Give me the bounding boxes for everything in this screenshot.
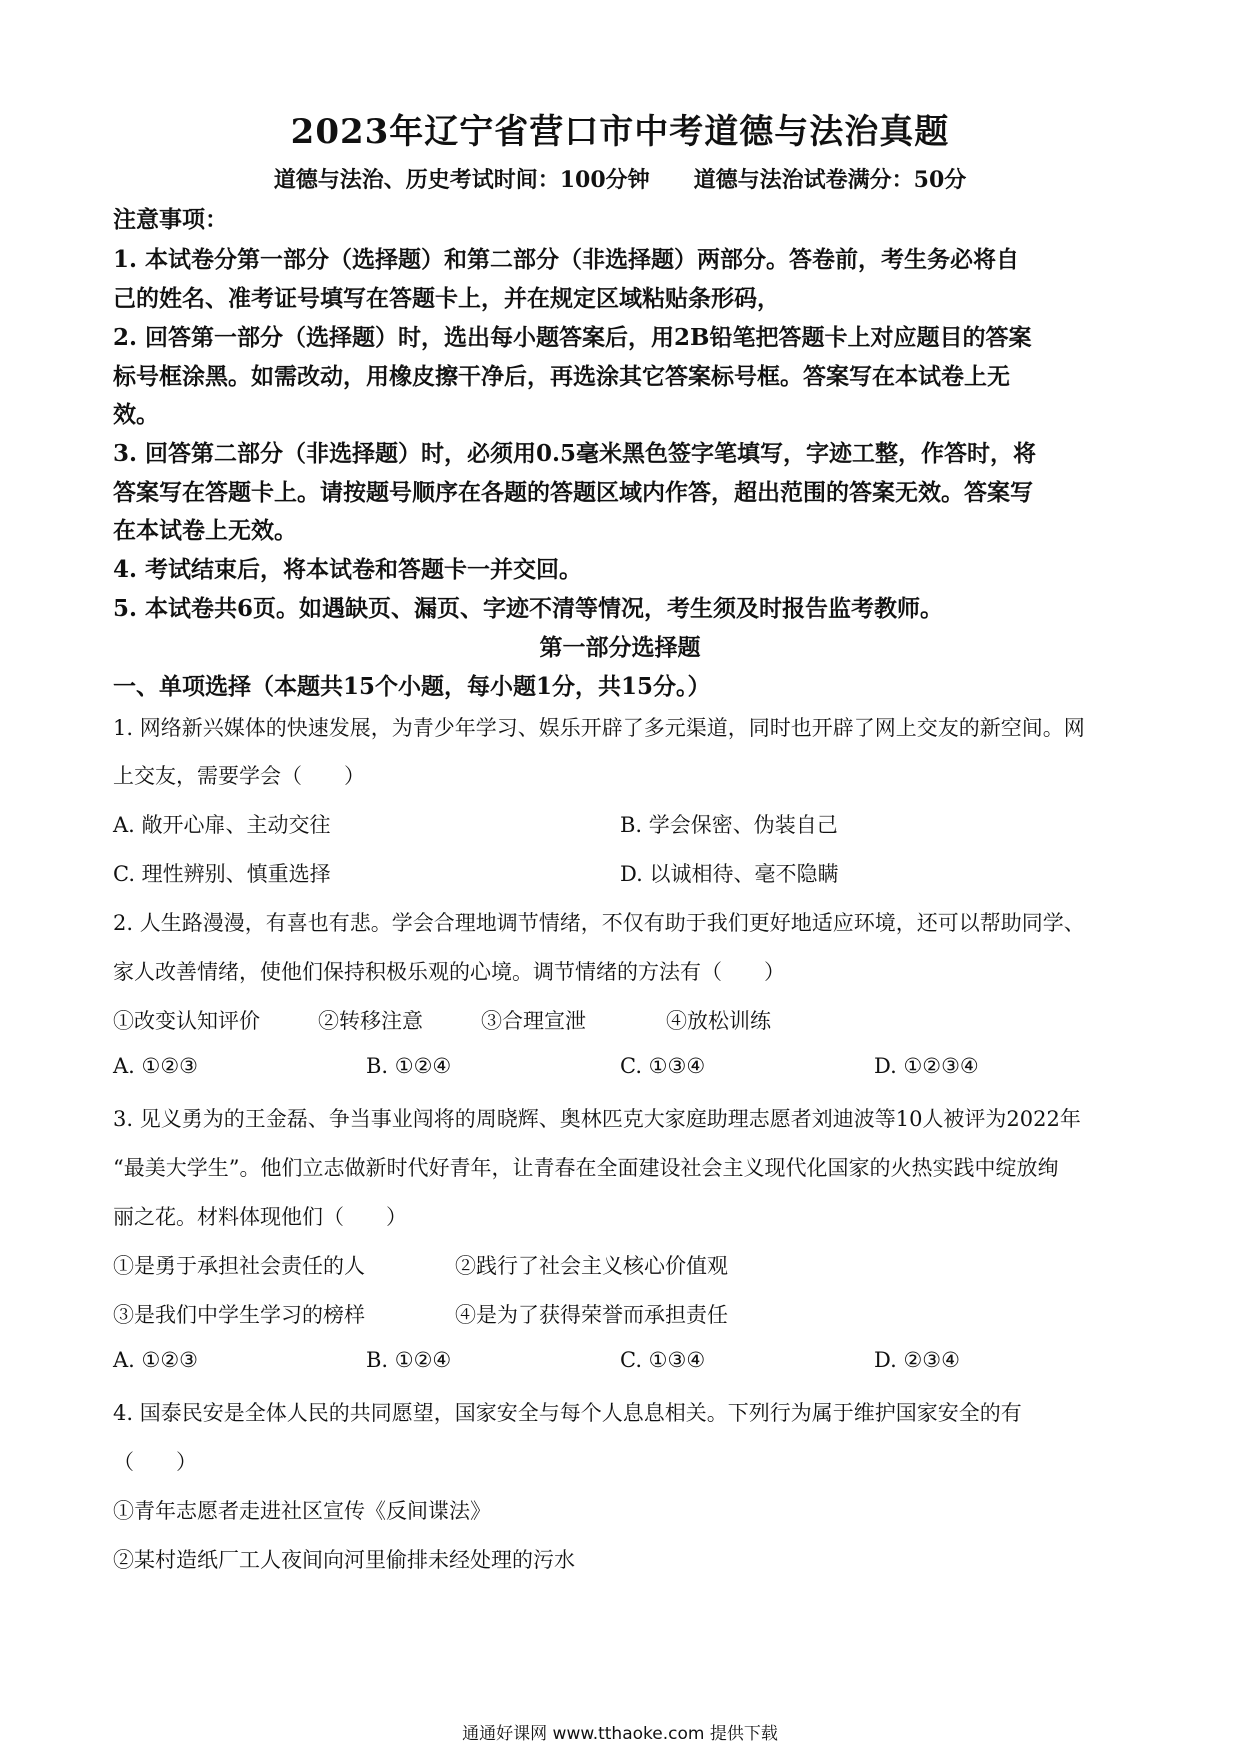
question-3-text: “最美大学生”。他们立志做新时代好青年，让青春在全面建设社会主义现代化国家的火热实践中绽放绚 xyxy=(113,1156,1059,1180)
question-4-text: （ ） xyxy=(113,1450,197,1474)
question-4-text: 4. 国泰民安是全体人民的共同愿望，国家安全与每个人息息相关。下列行为属于维护国家安全的有 xyxy=(113,1401,1022,1425)
question-2-item: ③合理宣泄 xyxy=(481,1009,586,1033)
question-4-item: ①青年志愿者走进社区宣传《反间谍法》 xyxy=(113,1499,491,1523)
question-2-option-d: D. ①②③④ xyxy=(874,1054,979,1078)
notice-line: 5. 本试卷共6页。如遇缺页、漏页、字迹不清等情况，考生须及时报告监考教师。 xyxy=(113,595,944,622)
question-3-text: 丽之花。材料体现他们（ ） xyxy=(113,1205,407,1229)
question-1-option-c: C. 理性辨别、慎重选择 xyxy=(113,862,331,886)
question-2-text: 2. 人生路漫漫，有喜也有悲。学会合理地调节情绪，不仅有助于我们更好地适应环境，还可以帮助同学、 xyxy=(113,911,1085,935)
notice-line: 己的姓名、准考证号填写在答题卡上，并在规定区域粘贴条形码， xyxy=(113,285,780,312)
question-2-option-c: C. ①③④ xyxy=(620,1054,706,1078)
notice-line: 效。 xyxy=(113,401,159,428)
page-footer: 通通好课网 www.tthaoke.com 提供下载 xyxy=(462,1724,778,1744)
question-1-text: 上交友，需要学会（ ） xyxy=(113,764,365,788)
question-2-item: ①改变认知评价 xyxy=(113,1009,260,1033)
question-1-text: 1. 网络新兴媒体的快速发展，为青少年学习、娱乐开辟了多元渠道，同时也开辟了网上交友的新空间。网 xyxy=(113,716,1085,740)
notice-line: 在本试卷上无效。 xyxy=(113,517,297,544)
full-score: 道德与法治试卷满分：50分 xyxy=(693,167,967,193)
exam-time: 道德与法治、历史考试时间：100分钟 xyxy=(273,167,650,193)
question-3-option-d: D. ②③④ xyxy=(874,1348,960,1372)
exam-info xyxy=(0,163,1240,194)
question-2-text: 家人改善情绪，使他们保持积极乐观的心境。调节情绪的方法有（ ） xyxy=(113,960,785,984)
question-2-item: ②转移注意 xyxy=(318,1009,423,1033)
notice-line: 3. 回答第二部分（非选择题）时，必须用0.5毫米黑色签字笔填写，字迹工整，作答时，将 xyxy=(113,440,1037,467)
notice-line: 答案写在答题卡上。请按题号顺序在各题的答题区域内作答，超出范围的答案无效。答案写 xyxy=(113,479,1033,506)
question-1-option-a: A. 敞开心扉、主动交往 xyxy=(113,813,331,837)
question-3-item: ④是为了获得荣誉而承担责任 xyxy=(455,1303,728,1327)
question-3-item: ③是我们中学生学习的榜样 xyxy=(113,1303,365,1327)
question-2-item: ④放松训练 xyxy=(666,1009,771,1033)
page-title: 2023年辽宁省营口市中考道德与法治真题 xyxy=(290,112,950,152)
notice-line: 1. 本试卷分第一部分（选择题）和第二部分（非选择题）两部分。答卷前，考生务必将自 xyxy=(113,246,1020,273)
question-3-option-c: C. ①③④ xyxy=(620,1348,706,1372)
notice-heading: 注意事项： xyxy=(113,206,228,233)
question-2-option-b: B. ①②④ xyxy=(366,1054,452,1078)
question-3-item: ②践行了社会主义核心价值观 xyxy=(455,1254,728,1278)
notice-line: 2. 回答第一部分（选择题）时，选出每小题答案后，用2B铅笔把答题卡上对应题目的答案 xyxy=(113,324,1032,351)
part-title: 第一部分选择题 xyxy=(539,634,701,661)
question-3-option-b: B. ①②④ xyxy=(366,1348,452,1372)
question-2-option-a: A. ①②③ xyxy=(113,1054,198,1078)
question-3-item: ①是勇于承担社会责任的人 xyxy=(113,1254,365,1278)
notice-line: 4. 考试结束后，将本试卷和答题卡一并交回。 xyxy=(113,556,583,583)
question-1-option-d: D. 以诚相待、毫不隐瞒 xyxy=(620,862,839,886)
question-3-option-a: A. ①②③ xyxy=(113,1348,198,1372)
notice-line: 标号框涂黑。如需改动，用橡皮擦干净后，再选涂其它答案标号框。答案写在本试卷上无 xyxy=(113,363,1010,390)
question-3-text: 3. 见义勇为的王金磊、争当事业闯将的周晓辉、奥林匹克大家庭助理志愿者刘迪波等10人被评为2022年 xyxy=(113,1107,1081,1131)
section-title: 一、单项选择（本题共15个小题，每小题1分，共15分。） xyxy=(113,673,711,700)
question-1-option-b: B. 学会保密、伪装自己 xyxy=(620,813,838,837)
question-4-item: ②某村造纸厂工人夜间向河里偷排未经处理的污水 xyxy=(113,1548,575,1572)
